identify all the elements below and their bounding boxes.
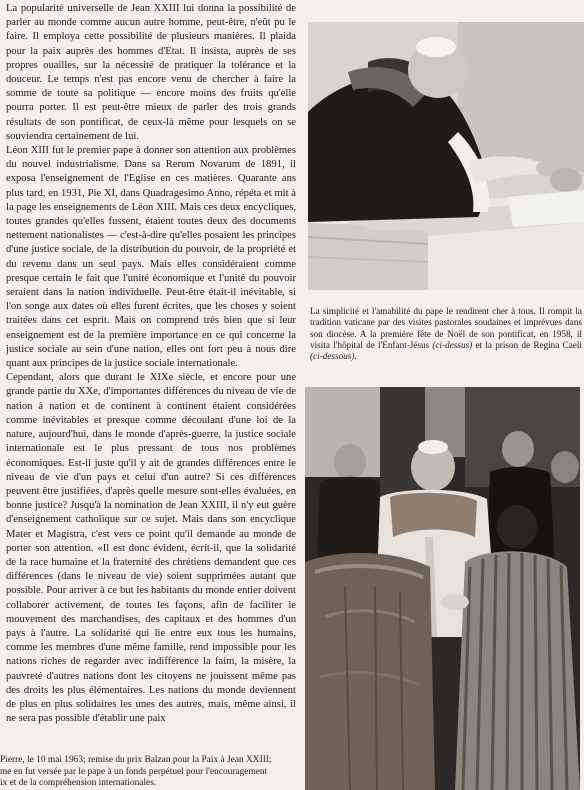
photo-hospital-visit <box>308 22 584 290</box>
caption-text-part: et la prison de Regina Caeli <box>472 339 582 350</box>
caption-text-part: La simplicité et l'amabilité du pape le rendirent cher à tous. Il rompit la tradition vaticane par des visites pastorales soudaines et imprévues dans son diocèse. A la première fête de Noël de son pontificat, en 1958, il visita l'hôpital de l'Enfant-Jésus <box>310 306 582 350</box>
photo-prison-visit-image <box>305 387 580 790</box>
caption-text-part: . <box>354 351 357 362</box>
main-text-column <box>6 2 296 740</box>
caption-italic-above: (ci-dessus) <box>432 339 473 350</box>
photo-hospital-visit-image <box>308 22 584 290</box>
photo-prison-visit <box>305 387 580 790</box>
bottom-caption-line: me en fut versée par le pape à un fonds perpétuel pour l'encouragement <box>0 766 268 777</box>
bottom-photo-caption <box>0 755 300 790</box>
caption-italic-below: (ci-dessous) <box>310 351 355 362</box>
bottom-caption-line: Pierre, le 10 mai 1963; remise du prix Balzan pour la Paix à Jean XXIII; <box>0 755 272 765</box>
bottom-caption-line: ix et de la compréhension internationales. <box>0 778 157 789</box>
paragraph-social-justice: Cependant, alors que durant le XIXe siècle, et encore pour une grande partie du XXe, d'importantes différences du niveau de vie de nation à nation et de continent à continent étaient considérées comme inévitables et presque comme découlant d'une loi de la nature, aujourd'hui, dans le monde d'après-guerre, la justice sociale internationale est le plus pressant de tous nos problèmes économiques. Est-il juste qu'il y ait de grandes différences entre le niveau de vie d'un pays et celui d'un autre? Si ces différences peuvent être justifiées, d'après quelle mesure sont-elles évaluées, en bonne justice? Jusqu'à la nomination de Jean XXIII, il n'y eut guère d'enseignement catholique sur ce sujet. Mais dans son encyclique Mater et Magistra, c'est vers ce point qu'il demande au monde de porter son attention. «Il est donc évident, écrit-il, que la solidarité de la race humaine et la fraternité des chrétiens demandent que ces différences (dans le niveau de vie) soient supprimées autant que possible. Pour arriver à ce but les habitants du monde entier doivent collaborer activement, de toutes les façons, afin de faciliter le mouvement des marchandises, des capitaux et des hommes d'un pays à l'autre. La solidarité qui lie entre eux tous les humains, comme les membres d'une même famille, rend impossible pour les nations riches de regarder avec indifférence la faim, la misère, la pauvreté d'autres nations dont les citoyens ne jouissent même pas des droits les plus élémentaires. Les nations du monde deviennent de plus en plus solidaires les unes des autres, mais, même ainsi, il ne sera pas possible d'établir une paix <box>6 372 296 725</box>
paragraph-encyclicals: Léon XIII fut le premier pape à donner son attention aux problèmes du nouvel industrialisme. Dans sa Rerum Novarum de 1891, il exposa l'enseignement de l'Eglise en ces matières. Quarante ans plus tard, en 1931, Pie XI, dans Quadragesimo Anno, répéta et mit à la page les enseignements de Léon XIII. Mais ces deux encycliques, toutes grandes qu'elles fussent, étaient toutes deux des documents nettement nationalistes — c'est-à-dire qu'elles posaient les principes d'une justice sociale, de la distribution du pouvoir, de la propriété et du revenu dans un seul pays. Mais elles considéraient comme presque certain le fait que l'unité économique et l'unité du pouvoir seraient dans la nation individuelle. Peut-être était-il inévitable, si l'on songe aux dates où elles furent écrites, que les choses y soient traitées dans cet esprit. Mais on comprend très bien que si leur enseignement est de la première importance en ce qui concerne la justice sociale au sein d'une nation, elles ont fort peu à nous dire quant aux principes de la justice sociale internationale. <box>6 145 296 370</box>
paragraph-intro: La popularité universelle de Jean XXIII lui donna la possibilité de parler au monde comme aucun autre homme, peut-être, n'eût pu le faire. Il employa cette possibilité de plusieurs manières. Il plaida pour la paix auprès des hommes d'Etat. Il insista, auprès de ses propres ouailles, sur la nécessité de pratiquer la tolérance et la douceur. Le temps n'est pas encore venu de chercher à faire la somme de toute sa politique — encore moins des fruits qu'elle pourra porter. Il est peut-être mieux de parler des trois grands résultats de son pontificat, de ceux-là même pour lesquels on se souviendra certainement de lui. <box>6 3 296 142</box>
photo-caption-hospital-prison <box>310 306 582 362</box>
